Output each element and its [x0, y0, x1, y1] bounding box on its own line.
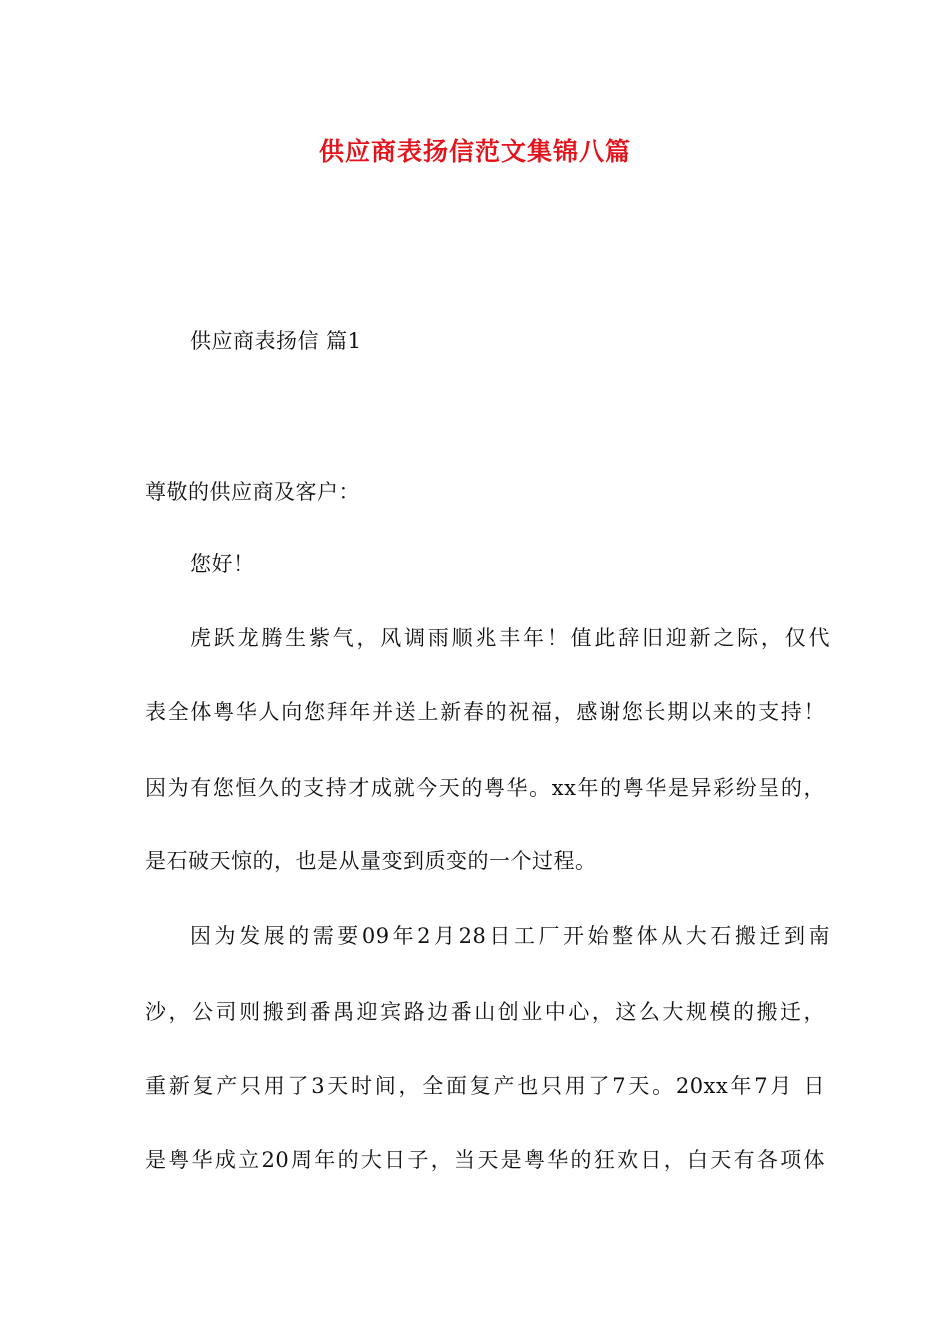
paragraph1-line3: 因为有您恒久的支持才成就今天的粤华。xx年的粤华是异彩纷呈的，	[145, 776, 825, 800]
paragraph2-line4: 是粤华成立20周年的大日子，当天是粤华的狂欢日，白天有各项体	[145, 1148, 825, 1172]
paragraph2-line1: 因为发展的需要09年2月28日工厂开始整体从大石搬迁到南	[190, 924, 830, 948]
greeting: 您好！	[190, 552, 255, 576]
paragraph2-line2: 沙，公司则搬到番禺迎宾路边番山创业中心，这么大规模的搬迁，	[145, 1000, 825, 1024]
paragraph1-line1: 虎跃龙腾生紫气，风调雨顺兆丰年！值此辞旧迎新之际，仅代	[190, 626, 830, 650]
paragraph1-line4: 是石破天惊的，也是从量变到质变的一个过程。	[145, 849, 597, 873]
section-heading: 供应商表扬信 篇1	[190, 329, 362, 353]
paragraph2-line3: 重新复产只用了3天时间，全面复产也只用了7天。20xx年7月 日	[145, 1074, 825, 1098]
document-title: 供应商表扬信范文集锦八篇	[318, 137, 631, 166]
paragraph1-line2: 表全体粤华人向您拜年并送上新春的祝福，感谢您长期以来的支持！	[145, 700, 825, 724]
salutation: 尊敬的供应商及客户：	[145, 480, 360, 504]
